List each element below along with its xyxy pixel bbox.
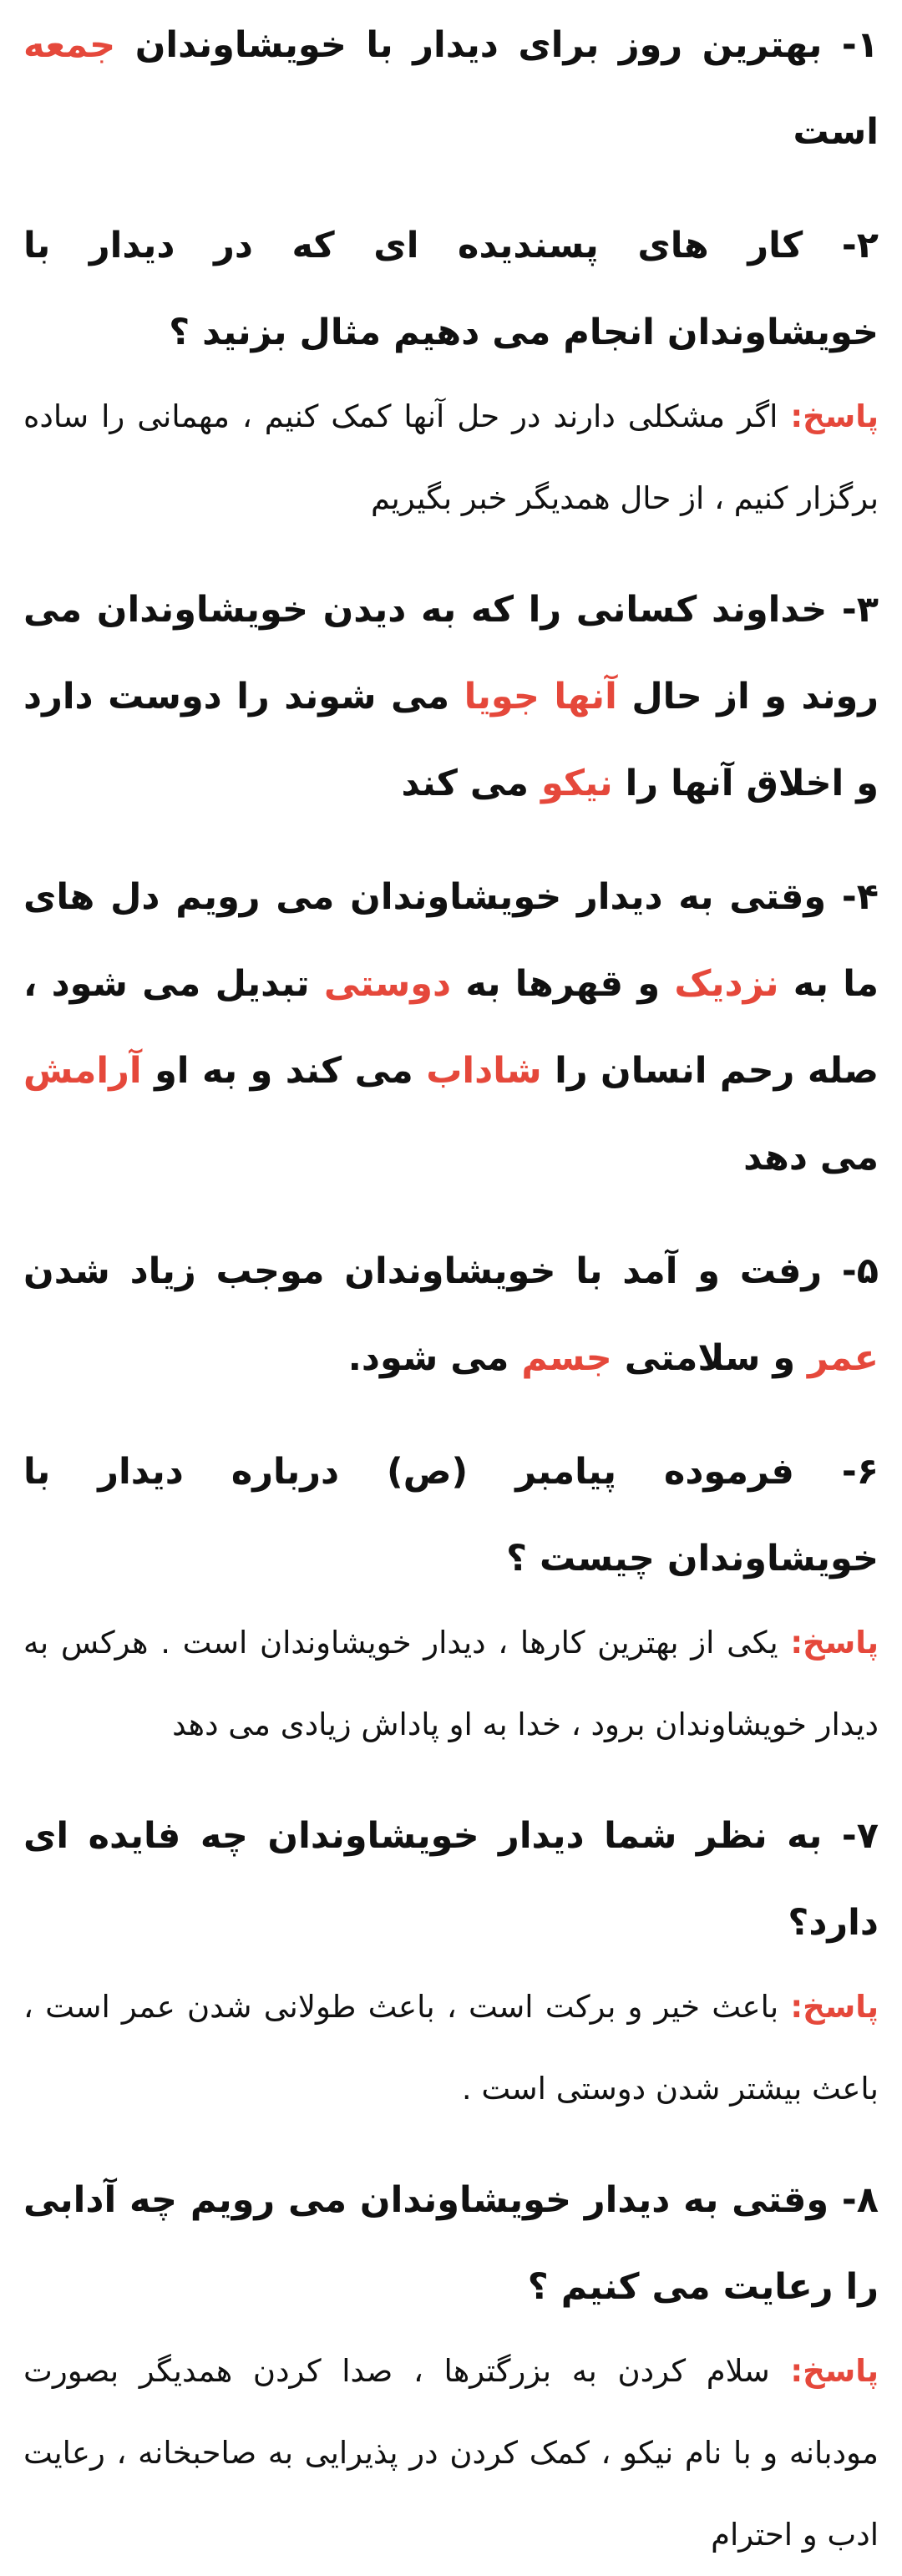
qa-item-2 bbox=[23, 202, 879, 540]
answer-2: پاسخ: اگر مشکلی دارند در حل آنها کمک کنیم ، مهمانی را ساده برگزار کنیم ، از حال همدیگر خبر بگیریم bbox=[23, 398, 879, 516]
question-3: ۳- خداوند کسانی را که به دیدن خویشاوندان می روند و از حال آنها جویا می شوند را دوست دارد و اخلاق آنها را نیکو می کند bbox=[23, 589, 879, 804]
question-7: ۷- به نظر شما دیدار خویشاوندان چه فایده ای دارد؟ bbox=[23, 1815, 879, 1944]
qa-item-3 bbox=[23, 566, 879, 827]
qa-item-6 bbox=[23, 1428, 879, 1766]
highlight-text: جمعه bbox=[23, 24, 116, 66]
qa-item-5 bbox=[23, 1228, 879, 1402]
highlight-text: آرامش bbox=[23, 1050, 142, 1092]
question-2: ۲- کار های پسندیده ای که در دیدار با خویشاوندان انجام می دهیم مثال بزنید ؟ bbox=[23, 225, 879, 353]
question-8: ۸- وقتی به دیدار خویشاوندان می رویم چه آدابی را رعایت می کنیم ؟ bbox=[23, 2179, 879, 2308]
highlight-text: آنها جویا bbox=[464, 676, 617, 718]
highlight-text: عمر bbox=[808, 1337, 879, 1379]
question-4: ۴- وقتی به دیدار خویشاوندان می رویم دل های ما به نزدیک و قهرها به دوستی تبدیل می شود ، صله رحم انسان را شاداب می کند و به او آرامش می دهد bbox=[23, 876, 879, 1179]
answer-label: پاسخ: bbox=[790, 2353, 879, 2389]
answer-7: پاسخ: باعث خیر و برکت است ، باعث طولانی شدن عمر است ، باعث بیشتر شدن دوستی است . bbox=[23, 1989, 879, 2107]
answer-8: پاسخ: سلام کردن به بزرگترها ، صدا کردن همدیگر بصورت مودبانه و با نام نیکو ، کمک کردن در پذیرایی به صاحبخانه ، رعایت ادب و احترام bbox=[23, 2353, 879, 2553]
qa-item-4 bbox=[23, 854, 879, 1201]
answer-label: پاسخ: bbox=[790, 1989, 879, 2025]
question-1: ۱- بهترین روز برای دیدار با خویشاوندان جمعه است bbox=[23, 24, 879, 153]
highlight-text: نزدیک bbox=[674, 963, 779, 1005]
highlight-text: نیکو bbox=[540, 763, 613, 804]
highlight-text: جسم bbox=[521, 1337, 612, 1379]
qa-item-7 bbox=[23, 1793, 879, 2130]
qa-item-8 bbox=[23, 2157, 879, 2576]
answer-label: پاسخ: bbox=[790, 398, 879, 434]
question-6: ۶- فرموده پیامبر (ص) درباره دیدار با خویشاوندان چیست ؟ bbox=[23, 1451, 879, 1580]
question-5: ۵- رفت و آمد با خویشاوندان موجب زیاد شدن عمر و سلامتی جسم می شود. bbox=[23, 1250, 879, 1379]
highlight-text: دوستی bbox=[323, 963, 452, 1005]
qa-document bbox=[0, 2, 902, 2576]
qa-item-1 bbox=[23, 2, 879, 175]
answer-label: پاسخ: bbox=[790, 1625, 879, 1661]
highlight-text: شاداب bbox=[426, 1050, 542, 1092]
answer-6: پاسخ: یکی از بهترین کارها ، دیدار خویشاوندان است . هرکس به دیدار خویشاوندان برود ، خدا به او پاداش زیادی می دهد bbox=[23, 1625, 879, 1742]
